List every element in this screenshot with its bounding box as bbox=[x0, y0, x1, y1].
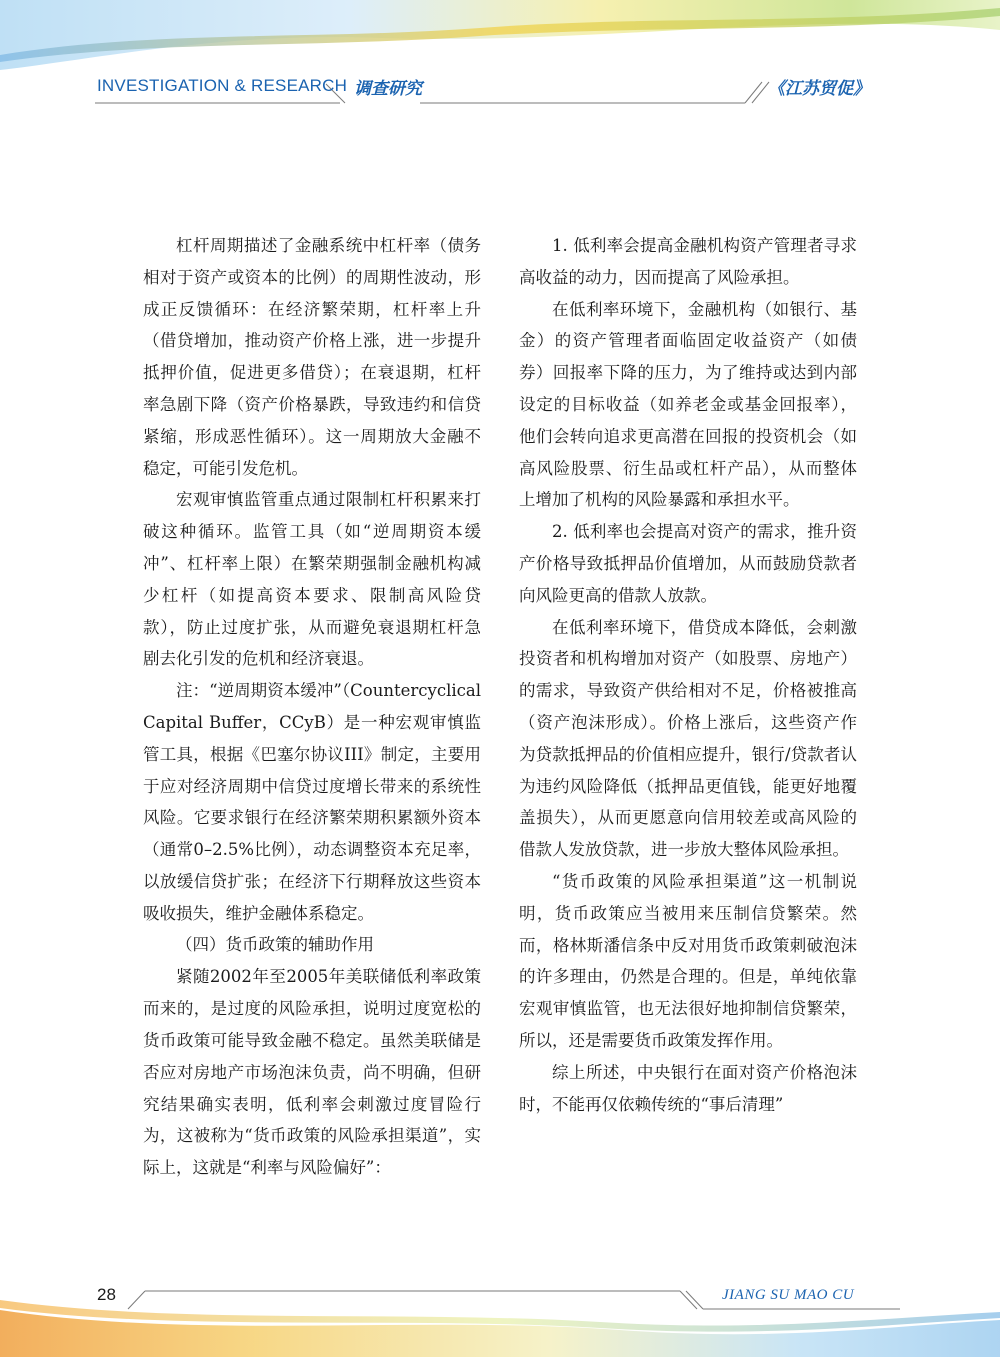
journal-title-cn: 《江苏贸促》 bbox=[768, 79, 870, 99]
footer-decoration bbox=[0, 1270, 1000, 1357]
paragraph: 注：“逆周期资本缓冲”（Countercyclical Capital Buffer，CCyB）是一种宏观审慎监管工具，根据《巴塞尔协议III》制定，主要用于应对经济周期中信贷过度增长带来的系统性风险。它要求银行在经济繁荣期积累额外资本（通常0–2.5%比例），动态调整资本充足率，以放缓信贷扩张；在经济下行期释放这些资本吸收损失，维护金融体系稳定。 bbox=[143, 681, 481, 923]
paragraph: 宏观审慎监管重点通过限制杠杆积累来打破这种循环。监管工具（如“逆周期资本缓冲”、杠杆率上限）在繁荣期强制金融机构减少杠杆（如提高资本要求、限制高风险贷款），防止过度扩张，从而避免衰退期杠杆急剧去化引发的危机和经济衰退。 bbox=[143, 490, 481, 669]
header-decoration bbox=[0, 0, 1000, 80]
section-heading: （四）货币政策的辅助作用 bbox=[176, 935, 374, 954]
paragraph: 紧随2002年至2005年美联储低利率政策而来的，是过度的风险承担，说明过度宽松的货币政策可能导致金融不稳定。虽然美联储是否应对房地产市场泡沫负责，尚不明确，但研究结果确实表明，低利率会刺激过度冒险行为，这被称为“货币政策的风险承担渠道”，实际上，这就是“利率与风险偏好”： bbox=[143, 967, 481, 1178]
paragraph: 2. 低利率也会提高对资产的需求，推升资产价格导致抵押品价值增加，从而鼓励贷款者向风险更高的借款人放款。 bbox=[519, 522, 857, 605]
paragraph: 杠杆周期描述了金融系统中杠杆率（债务相对于资产或资本的比例）的周期性波动，形成正反馈循环：在经济繁荣期，杠杆率上升（借贷增加，推动资产价格上涨，进一步提升抵押价值，促进更多借贷）；在衰退期，杠杆率急剧下降（资产价格暴跌，导致违约和信贷紧缩，形成恶性循环）。这一周期放大金融不稳定，可能引发危机。 bbox=[143, 236, 481, 478]
right-column bbox=[519, 230, 857, 1120]
section-title-en: INVESTIGATION & RESEARCH bbox=[97, 76, 348, 95]
journal-title-en: JIANG SU MAO CU bbox=[722, 1287, 855, 1303]
paragraph: 在低利率环境下，金融机构（如银行、基金）的资产管理者面临固定收益资产（如债券）回报率下降的压力，为了维持或达到内部设定的目标收益（如养老金或基金回报率），他们会转向追求更高潜在回报的投资机会（如高风险股票、衍生品或杠杆产品），从而整体上增加了机构的风险暴露和承担水平。 bbox=[519, 299, 857, 510]
page-number: 28 bbox=[97, 1285, 116, 1304]
left-column bbox=[143, 230, 481, 1184]
section-title-cn: 调查研究 bbox=[354, 79, 422, 99]
paragraph: 综上所述，中央银行在面对资产价格泡沫时，不能再仅依赖传统的“事后清理” bbox=[519, 1062, 857, 1114]
paragraph: 在低利率环境下，借贷成本降低，会刺激投资者和机构增加对资产（如股票、房地产）的需求，导致资产供给相对不足，价格被推高（资产泡沫形成）。价格上涨后，这些资产作为贷款抵押品的价值相应提升，银行/贷款者认为违约风险降低（抵押品更值钱，能更好地覆盖损失），从而更愿意向信用较差或高风险的借款人发放贷款，进一步放大整体风险承担。 bbox=[519, 617, 857, 860]
paragraph: 1. 低利率会提高金融机构资产管理者寻求高收益的动力，因而提高了风险承担。 bbox=[519, 236, 857, 287]
paragraph: “货币政策的风险承担渠道”这一机制说明，货币政策应当被用来压制信贷繁荣。然而，格林斯潘信条中反对用货币政策刺破泡沫的许多理由，仍然是合理的。但是，单纯依靠宏观审慎监管，也无法很好地抑制信贷繁荣，所以，还是需要货币政策发挥作用。 bbox=[519, 871, 857, 1050]
